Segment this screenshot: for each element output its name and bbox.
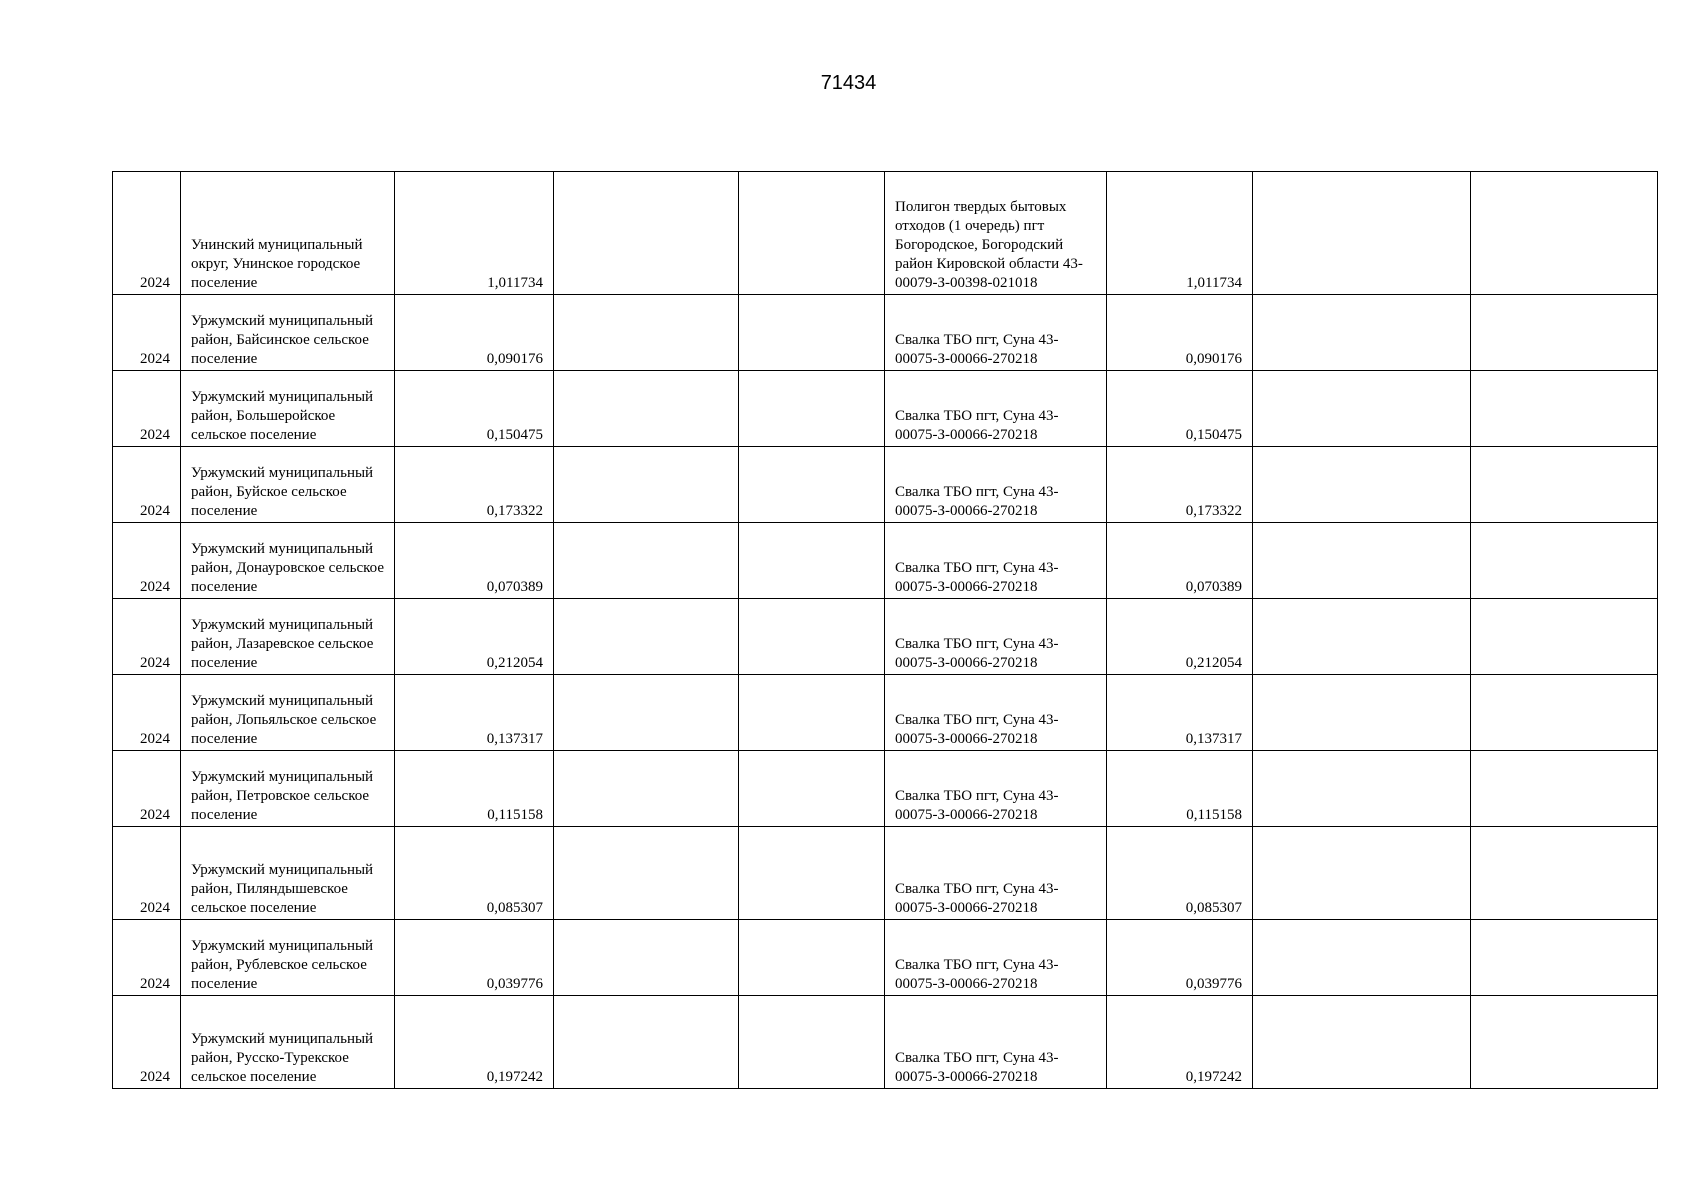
empty-cell [1253, 599, 1471, 675]
municipality-cell: Уржумский муниципальный район, Большеройское сельское поселение [181, 371, 395, 447]
year-cell: 2024 [113, 371, 181, 447]
empty-cell [739, 371, 885, 447]
empty-cell [1471, 751, 1658, 827]
empty-cell [554, 295, 739, 371]
year-cell: 2024 [113, 172, 181, 295]
empty-cell [1253, 295, 1471, 371]
disposal-site-cell: Свалка ТБО пгт, Суна 43-00075-З-00066-270218 [885, 599, 1107, 675]
empty-cell [739, 675, 885, 751]
table-row [113, 827, 1658, 920]
table-row [113, 295, 1658, 371]
empty-cell [1471, 523, 1658, 599]
disposal-site-cell: Полигон твердых бытовых отходов (1 очередь) пгт Богородское, Богородский район Кировской области 43-00079-З-00398-021018 [885, 172, 1107, 295]
year-cell: 2024 [113, 827, 181, 920]
empty-cell [739, 172, 885, 295]
empty-cell [739, 447, 885, 523]
disposal-site-cell: Свалка ТБО пгт, Суна 43-00075-З-00066-270218 [885, 371, 1107, 447]
empty-cell [1253, 447, 1471, 523]
empty-cell [554, 447, 739, 523]
disposal-site-cell: Свалка ТБО пгт, Суна 43-00075-З-00066-270218 [885, 447, 1107, 523]
empty-cell [1253, 996, 1471, 1089]
municipality-cell: Уржумский муниципальный район, Лопьяльское сельское поселение [181, 675, 395, 751]
table-row [113, 920, 1658, 996]
municipality-cell: Уржумский муниципальный район, Петровское сельское поселение [181, 751, 395, 827]
site-volume-cell: 0,070389 [1107, 523, 1253, 599]
year-cell: 2024 [113, 751, 181, 827]
table-row [113, 523, 1658, 599]
disposal-site-cell: Свалка ТБО пгт, Суна 43-00075-З-00066-270218 [885, 295, 1107, 371]
empty-cell [1253, 920, 1471, 996]
table-row [113, 996, 1658, 1089]
empty-cell [1253, 371, 1471, 447]
empty-cell [554, 920, 739, 996]
empty-cell [1471, 371, 1658, 447]
disposal-site-cell: Свалка ТБО пгт, Суна 43-00075-З-00066-270218 [885, 523, 1107, 599]
site-volume-cell: 0,173322 [1107, 447, 1253, 523]
municipality-cell: Уржумский муниципальный район, Донауровское сельское поселение [181, 523, 395, 599]
year-cell: 2024 [113, 675, 181, 751]
table-row [113, 447, 1658, 523]
site-volume-cell: 0,090176 [1107, 295, 1253, 371]
empty-cell [739, 920, 885, 996]
volume-cell: 0,039776 [395, 920, 554, 996]
empty-cell [554, 827, 739, 920]
year-cell: 2024 [113, 295, 181, 371]
empty-cell [554, 996, 739, 1089]
empty-cell [739, 523, 885, 599]
disposal-site-cell: Свалка ТБО пгт, Суна 43-00075-З-00066-270218 [885, 827, 1107, 920]
municipality-cell: Уржумский муниципальный район, Рублевское сельское поселение [181, 920, 395, 996]
empty-cell [1253, 675, 1471, 751]
page-number: 71434 [820, 72, 877, 94]
empty-cell [1471, 996, 1658, 1089]
table-row [113, 172, 1658, 295]
empty-cell [739, 996, 885, 1089]
year-cell: 2024 [113, 996, 181, 1089]
site-volume-cell: 0,115158 [1107, 751, 1253, 827]
disposal-site-cell: Свалка ТБО пгт, Суна 43-00075-З-00066-270218 [885, 920, 1107, 996]
year-cell: 2024 [113, 920, 181, 996]
year-cell: 2024 [113, 523, 181, 599]
municipality-cell: Уржумский муниципальный район, Русско-Турекское сельское поселение [181, 996, 395, 1089]
municipality-cell: Уржумский муниципальный район, Пиляндышевское сельское поселение [181, 827, 395, 920]
landfill-table [112, 171, 1658, 1089]
empty-cell [1471, 675, 1658, 751]
volume-cell: 0,070389 [395, 523, 554, 599]
empty-cell [1253, 827, 1471, 920]
volume-cell: 0,137317 [395, 675, 554, 751]
empty-cell [1471, 827, 1658, 920]
volume-cell: 0,197242 [395, 996, 554, 1089]
empty-cell [1471, 599, 1658, 675]
empty-cell [554, 675, 739, 751]
disposal-site-cell: Свалка ТБО пгт, Суна 43-00075-З-00066-270218 [885, 996, 1107, 1089]
year-cell: 2024 [113, 447, 181, 523]
year-cell: 2024 [113, 599, 181, 675]
disposal-site-cell: Свалка ТБО пгт, Суна 43-00075-З-00066-270218 [885, 675, 1107, 751]
table-row [113, 371, 1658, 447]
municipality-cell: Уржумский муниципальный район, Байсинское сельское поселение [181, 295, 395, 371]
empty-cell [554, 523, 739, 599]
empty-cell [554, 371, 739, 447]
site-volume-cell: 0,150475 [1107, 371, 1253, 447]
table-row [113, 675, 1658, 751]
empty-cell [1471, 172, 1658, 295]
volume-cell: 0,212054 [395, 599, 554, 675]
site-volume-cell: 0,197242 [1107, 996, 1253, 1089]
volume-cell: 0,090176 [395, 295, 554, 371]
empty-cell [1471, 920, 1658, 996]
site-volume-cell: 0,085307 [1107, 827, 1253, 920]
site-volume-cell: 1,011734 [1107, 172, 1253, 295]
disposal-site-cell: Свалка ТБО пгт, Суна 43-00075-З-00066-270218 [885, 751, 1107, 827]
table-body [113, 172, 1658, 1089]
empty-cell [1471, 295, 1658, 371]
site-volume-cell: 0,039776 [1107, 920, 1253, 996]
volume-cell: 0,150475 [395, 371, 554, 447]
empty-cell [739, 599, 885, 675]
volume-cell: 0,085307 [395, 827, 554, 920]
empty-cell [554, 751, 739, 827]
municipality-cell: Уржумский муниципальный район, Лазаревское сельское поселение [181, 599, 395, 675]
empty-cell [554, 172, 739, 295]
empty-cell [739, 751, 885, 827]
site-volume-cell: 0,212054 [1107, 599, 1253, 675]
empty-cell [1253, 172, 1471, 295]
table-row [113, 751, 1658, 827]
volume-cell: 0,115158 [395, 751, 554, 827]
municipality-cell: Унинский муниципальный округ, Унинское городское поселение [181, 172, 395, 295]
volume-cell: 1,011734 [395, 172, 554, 295]
empty-cell [739, 295, 885, 371]
empty-cell [554, 599, 739, 675]
empty-cell [739, 827, 885, 920]
site-volume-cell: 0,137317 [1107, 675, 1253, 751]
municipality-cell: Уржумский муниципальный район, Буйское сельское поселение [181, 447, 395, 523]
empty-cell [1253, 751, 1471, 827]
empty-cell [1253, 523, 1471, 599]
volume-cell: 0,173322 [395, 447, 554, 523]
table-row [113, 599, 1658, 675]
empty-cell [1471, 447, 1658, 523]
